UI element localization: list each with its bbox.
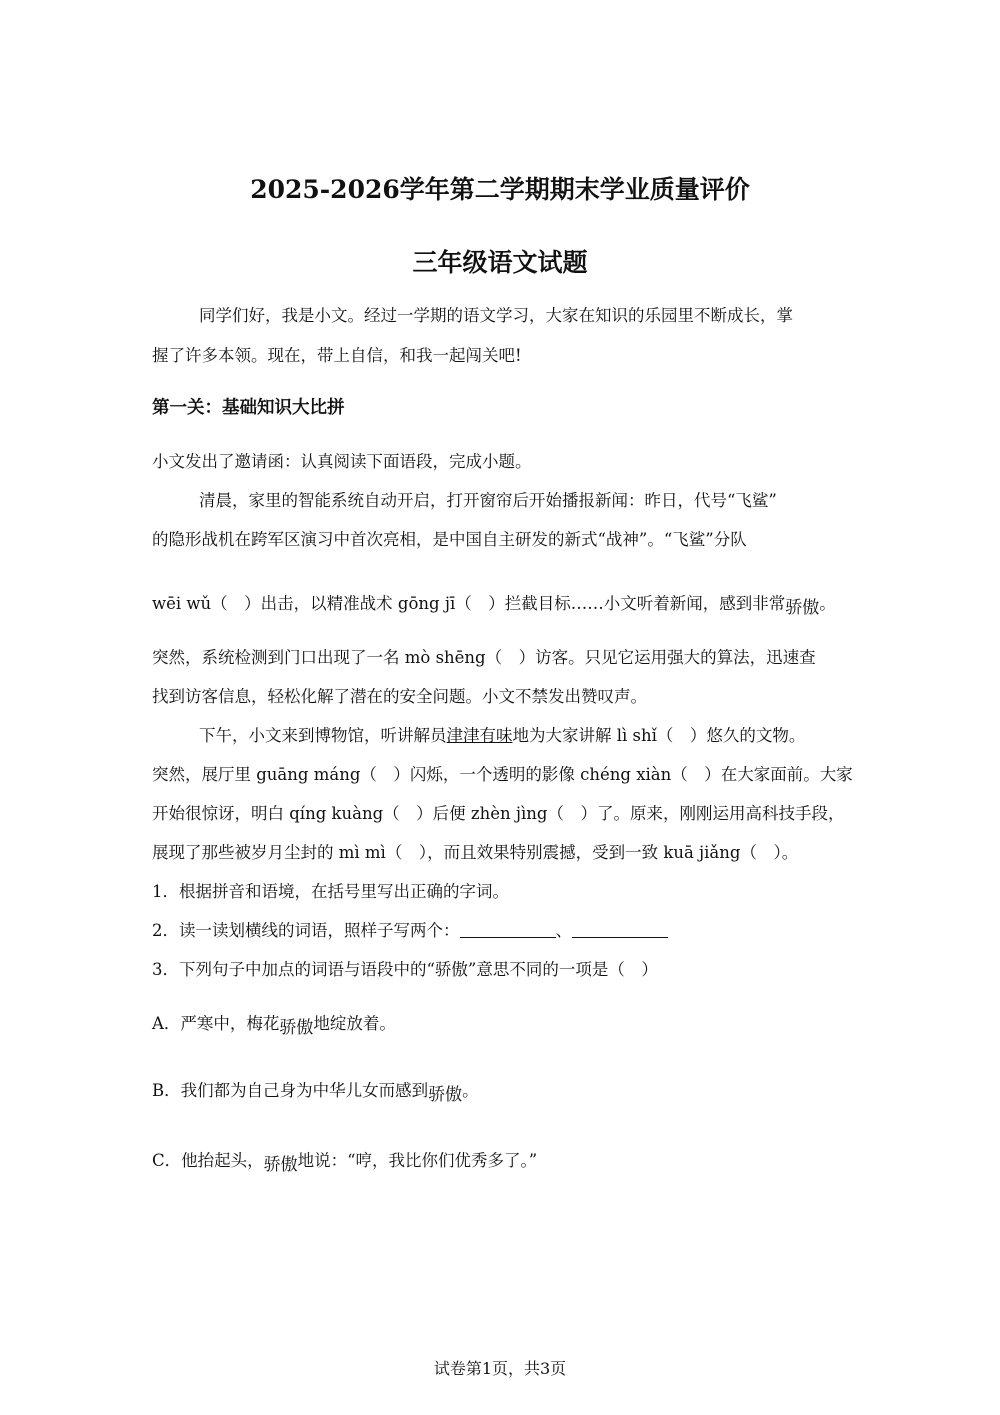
- intro-line-2: 握了许多本领。现在，带上自信，和我一起闯关吧!: [152, 346, 522, 365]
- passage-line-6-start: 下午，小文来到博物馆，听讲解员: [199, 726, 447, 745]
- question-2: [152, 919, 668, 943]
- page-footer: 试卷第1页，共3页: [433, 1359, 567, 1378]
- option-b-start: B．我们都为自己身为中华儿女而感到: [152, 1081, 429, 1100]
- option-c: [152, 1149, 537, 1173]
- section-heading: 第一关：基础知识大比拼: [152, 398, 345, 418]
- period: 。: [819, 594, 836, 613]
- answer-blank-2[interactable]: [572, 921, 668, 938]
- passage-line-1: 清晨，家里的智能系统自动开启，打开窗帘后开始播报新闻：昨日，代号“飞鲨”: [199, 491, 777, 510]
- passage-line-5: 找到访客信息，轻松化解了潜在的安全问题。小文不禁发出赞叹声。: [152, 687, 647, 706]
- option-a-dotted: 骄傲: [279, 1018, 314, 1038]
- option-b-dotted: 骄傲: [428, 1085, 463, 1105]
- invite-text: 小文发出了邀请函：认真阅读下面语段，完成小题。: [152, 452, 532, 471]
- option-a-start: A．严寒中，梅花: [152, 1014, 280, 1033]
- question-2-text: 2．读一读划横线的词语，照样子写两个：: [152, 921, 460, 940]
- intro-line-1: 同学们好，我是小文。经过一学期的语文学习，大家在知识的乐园里不断成长，掌: [199, 306, 793, 325]
- passage-line-6: [199, 724, 805, 748]
- option-a-end: 地绽放着。: [313, 1014, 396, 1033]
- exam-subtitle: 三年级语文试题: [412, 248, 588, 277]
- option-b-end: 。: [462, 1081, 479, 1100]
- option-c-dotted: 骄傲: [263, 1155, 298, 1175]
- passage-line-2: 的隐形战机在跨军区演习中首次亮相，是中国自主研发的新式“战神”。“飞鲨”分队: [152, 530, 747, 549]
- passage-line-4: 突然，系统检测到门口出现了一名 mò shēng（ ）访客。只见它运用强大的算法，迅速查: [152, 648, 816, 667]
- underlined-word: 津津有味: [446, 726, 513, 745]
- dotted-word: 骄傲: [785, 598, 820, 618]
- passage-line-3-text: wēi wǔ（ ）出击，以精准战术 gōng jī（ ）拦截目标……小文听着新闻，感到非常: [152, 594, 786, 613]
- question-1: 1．根据拼音和语境，在括号里写出正确的字词。: [152, 882, 509, 901]
- answer-blank-1[interactable]: [460, 921, 556, 938]
- option-b: [152, 1079, 479, 1103]
- exam-title: 2025-2026学年第二学期期末学业质量评价: [250, 175, 750, 204]
- passage-line-8: 开始很惊讶，明白 qíng kuàng（ ）后便 zhèn jìng（ ）了。原来，刚刚运用高科技手段，: [152, 804, 845, 823]
- option-c-end: 地说：“哼，我比你们优秀多了。”: [297, 1151, 538, 1170]
- passage-line-7: 突然，展厅里 guāng máng（ ）闪烁，一个透明的影像 chéng xiàn（ ）在大家面前。大家: [152, 765, 853, 784]
- passage-line-9: 展现了那些被岁月尘封的 mì mì（ ），而且效果特别震撼，受到一致 kuā jiǎng（ ）。: [152, 843, 799, 862]
- passage-line-6-end: 地为大家讲解 lì shǐ（ ）悠久的文物。: [512, 726, 806, 745]
- option-c-start: C．他抬起头，: [152, 1151, 264, 1170]
- separator: 、: [555, 921, 572, 940]
- option-a: [152, 1012, 396, 1036]
- passage-line-3: [152, 592, 836, 616]
- question-3: 3．下列句子中加点的词语与语段中的“骄傲”意思不同的一项是（ ）: [152, 960, 658, 979]
